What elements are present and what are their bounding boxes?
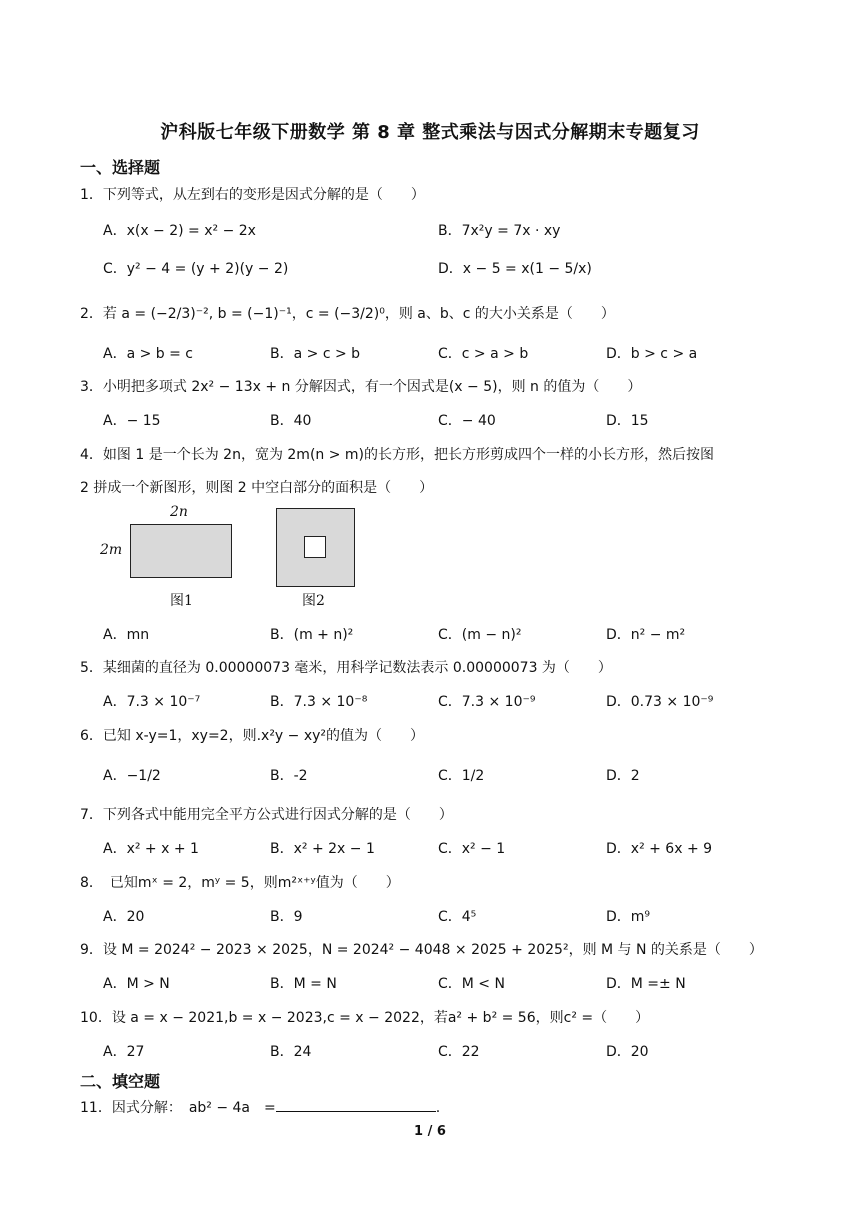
q2-option-c: C．c > a > b [438,346,529,362]
page-number: 1 / 6 [414,1124,446,1139]
question-9-stem: 9．设 M = 2024² − 2023 × 2025，N = 2024² − 4048 × 2025 + 2025²，则 M 与 N 的关系是（ ） [80,942,763,958]
q8-option-a: A．20 [103,909,145,925]
q5-option-d: D．0.73 × 10⁻⁹ [606,694,714,710]
section-heading-fill: 二、填空题 [80,1072,161,1091]
question-6-stem: 6．已知 x-y=1，xy=2，则.x²y − xy²的值为（ ） [80,728,425,744]
question-1-stem: 1．下列等式，从左到右的变形是因式分解的是（ ） [80,187,425,203]
q3-option-b: B．40 [270,413,312,429]
figure-1-caption: 图1 [170,593,193,609]
question-3-stem: 3．小明把多项式 2x² − 13x + n 分解因式，有一个因式是(x − 5)，则 n 的值为（ ） [80,379,642,395]
question-8-stem: 8． 已知mˣ = 2，mʸ = 5，则m²ˣ⁺ʸ值为（ ） [80,875,400,891]
figure-1-rectangle [130,524,232,578]
figure-1-label-left: 2m [100,542,123,558]
q10-option-a: A．27 [103,1044,145,1060]
q7-option-d: D．x² + 6x + 9 [606,841,713,857]
q9-option-c: C．M < N [438,976,505,992]
q10-option-d: D．20 [606,1044,649,1060]
q8-option-c: C．4⁵ [438,909,477,925]
question-4-stem: 4．如图 1 是一个长为 2n，宽为 2m(n > m)的长方形，把长方形剪成四个一样的小长方形，然后按图 [80,447,715,463]
q7-option-a: A．x² + x + 1 [103,841,199,857]
question-11-suffix: . [435,1100,441,1116]
q1-option-d: D．x − 5 = x(1 − 5/x) [438,261,592,277]
q4-option-d: D．n² − m² [606,627,686,643]
q3-option-c: C．− 40 [438,413,496,429]
question-2-stem: 2．若 a = (−2/3)⁻², b = (−1)⁻¹，c = (−3/2)⁰，则 a、b、c 的大小关系是（ ） [80,306,615,322]
question-7-stem: 7．下列各式中能用完全平方公式进行因式分解的是（ ） [80,807,453,823]
q5-option-c: C．7.3 × 10⁻⁹ [438,694,536,710]
q4-option-b: B．(m + n)² [270,627,354,643]
question-11-text: 11．因式分解： ab² − 4a = [80,1100,276,1116]
section-heading-choice: 一、选择题 [80,158,161,177]
q4-option-a: A．mn [103,627,150,643]
q8-option-b: B．9 [270,909,303,925]
figure-2 [270,506,370,612]
q3-option-a: A．− 15 [103,413,161,429]
q2-option-a: A．a > b = c [103,346,194,362]
q10-option-c: C．22 [438,1044,480,1060]
q1-option-c: C．y² − 4 = (y + 2)(y − 2) [103,261,289,277]
q6-option-b: B．-2 [270,768,308,784]
question-10-stem: 10．设 a = x − 2021,b = x − 2023,c = x − 2022，若a² + b² = 56，则c² =（ ） [80,1010,650,1026]
q9-option-d: D．M =± N [606,976,686,992]
q10-option-b: B．24 [270,1044,312,1060]
q8-option-d: D．m⁹ [606,909,651,925]
q7-option-c: C．x² − 1 [438,841,506,857]
q6-option-c: C．1/2 [438,768,485,784]
figure-1 [96,502,246,612]
q7-option-b: B．x² + 2x − 1 [270,841,375,857]
q5-option-a: A．7.3 × 10⁻⁷ [103,694,201,710]
q2-option-d: D．b > c > a [606,346,698,362]
answer-blank[interactable] [276,1097,436,1112]
q9-option-b: B．M = N [270,976,337,992]
question-4-stem-line2: 2 拼成一个新图形，则图 2 中空白部分的面积是（ ） [80,480,434,496]
question-11 [80,1097,440,1117]
figure-2-caption: 图2 [302,593,325,609]
q1-option-a: A．x(x − 2) = x² − 2x [103,223,256,239]
q4-option-c: C．(m − n)² [438,627,522,643]
figure-1-label-top: 2n [170,504,188,520]
page-title: 沪科版七年级下册数学 第 8 章 整式乘法与因式分解期末专题复习 [160,122,700,143]
figure-2-blank-square [304,536,326,558]
q5-option-b: B．7.3 × 10⁻⁸ [270,694,368,710]
q3-option-d: D．15 [606,413,649,429]
q6-option-d: D．2 [606,768,640,784]
q6-option-a: A．−1/2 [103,768,161,784]
question-5-stem: 5．某细菌的直径为 0.00000073 毫米，用科学记数法表示 0.00000073 为（ ） [80,660,612,676]
q9-option-a: A．M > N [103,976,170,992]
q1-option-b: B．7x²y = 7x · xy [438,223,561,239]
q2-option-b: B．a > c > b [270,346,361,362]
